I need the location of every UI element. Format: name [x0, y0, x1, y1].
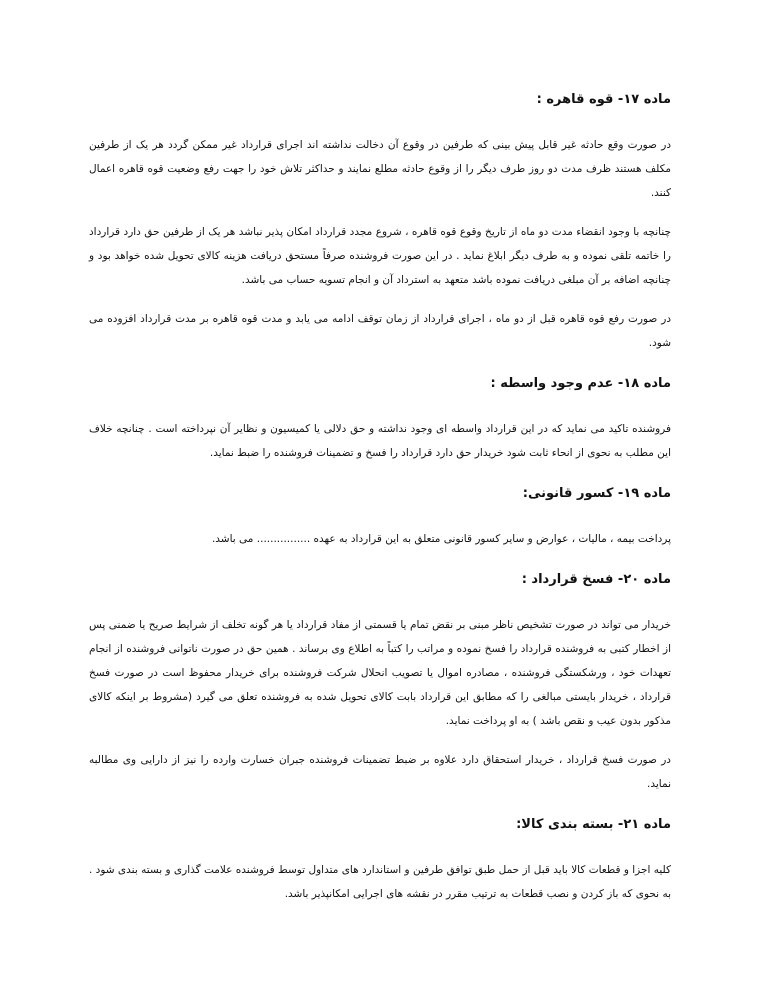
article-paragraph: در صورت فسخ قرارداد ، خریدار استحقاق دارد علاوه بر ضبط تضمینات فروشنده جبران خسارت وارده را نیز از دارایی وی مطالبه نماید. [89, 754, 671, 790]
article-21 [89, 815, 671, 906]
article-20 [89, 570, 671, 796]
article-19 [89, 484, 671, 551]
article-heading: ماده ۱۸- عدم وجود واسطه : [490, 376, 671, 391]
article-heading: ماده ۲۰- فسخ قرارداد : [521, 572, 671, 587]
article-paragraph: کلیه اجزا و قطعات کالا باید قبل از حمل طبق توافق طرفین و استاندارد های متداول توسط فروشنده علامت گذاری و بسته بندی شود . به نحوی که باز کردن و نصب قطعات به ترتیب مقرر در نقشه های اجرایی امکانپذیر باشد. [89, 864, 671, 900]
article-heading: ماده ۱۷- قوه قاهره : [536, 92, 671, 107]
article-paragraph: در صورت رفع قوه قاهره قبل از دو ماه ، اجرای قرارداد از زمان توقف ادامه می یابد و مدت قوه قاهره بر مدت قرارداد افزوده می شود. [89, 313, 671, 349]
article-paragraph: پرداخت بیمه ، مالیات ، عوارض و سایر کسور قانونی متعلق به این قرارداد به عهده ................ می باشد. [211, 533, 671, 545]
article-paragraph: خریدار می تواند در صورت تشخیص ناظر مبنی بر نقض تمام یا قسمتی از مفاد قرارداد یا هر گونه تخلف از شرایط صریح یا ضمنی پس از اخطار کتبی به فروشنده قرارداد را فسخ نموده و مراتب را کتباً به اطلاع وی برساند . همین حق در صورت ناتوانی فروشنده از انجام تعهدات خود ، ورشکستگی فروشنده ، مصادره اموال یا تصویب انحلال شرکت فروشنده برای خریدار محفوظ است در صورت فسخ قرارداد ، خریدار بایستی مبالغی را که مطابق این قرارداد بابت کالای تحویل شده به فروشنده تعلق می گیرد (مشروط بر اینکه کالای مذکور بدون عیب و نقص باشد ) به او پرداخت نماید. [89, 619, 671, 727]
article-heading: ماده ۱۹- کسور قانونی: [522, 486, 671, 501]
document-body [89, 90, 671, 925]
article-heading: ماده ۲۱- بسته بندی کالا: [516, 817, 671, 832]
article-18 [89, 374, 671, 465]
article-17 [89, 90, 671, 355]
article-paragraph: در صورت وقع حادثه غیر قابل پیش بینی که طرفین در وقوع آن دخالت نداشته اند اجرای قرارداد غیر ممکن گردد هر یک از طرفین مکلف هستند ظرف مدت دو روز طرف دیگر را از وقوع حادثه مطلع نمایند و حداکثر تلاش خود را جهت رفع وضعیت قوه قاهره اعمال کنند. [89, 139, 671, 199]
article-paragraph: چنانچه با وجود انقضاء مدت دو ماه از تاریخ وقوع قوه قاهره ، شروع مجدد قرارداد امکان پذیر نباشد هر یک از طرفین حق دارد قرارداد را خاتمه تلقی نموده و به طرف دیگر ابلاغ نماید . در این صورت فروشنده صرفاً مستحق دریافت هزینه کالای تحویل شده خواهد بود و چنانچه اضافه بر آن مبلغی دریافت نموده باشد متعهد به استرداد آن و انجام تسویه حساب می باشد. [89, 226, 671, 286]
article-paragraph: فروشنده تاکید می نماید که در این قرارداد واسطه ای وجود نداشته و حق دلالی یا کمیسیون و نظایر آن نپرداخته است . چنانچه خلاف این مطلب به نحوی از انحاء ثابت شود خریدار حق دارد قرارداد را فسخ و تضمینات فروشنده را ضبط نماید. [89, 423, 671, 459]
